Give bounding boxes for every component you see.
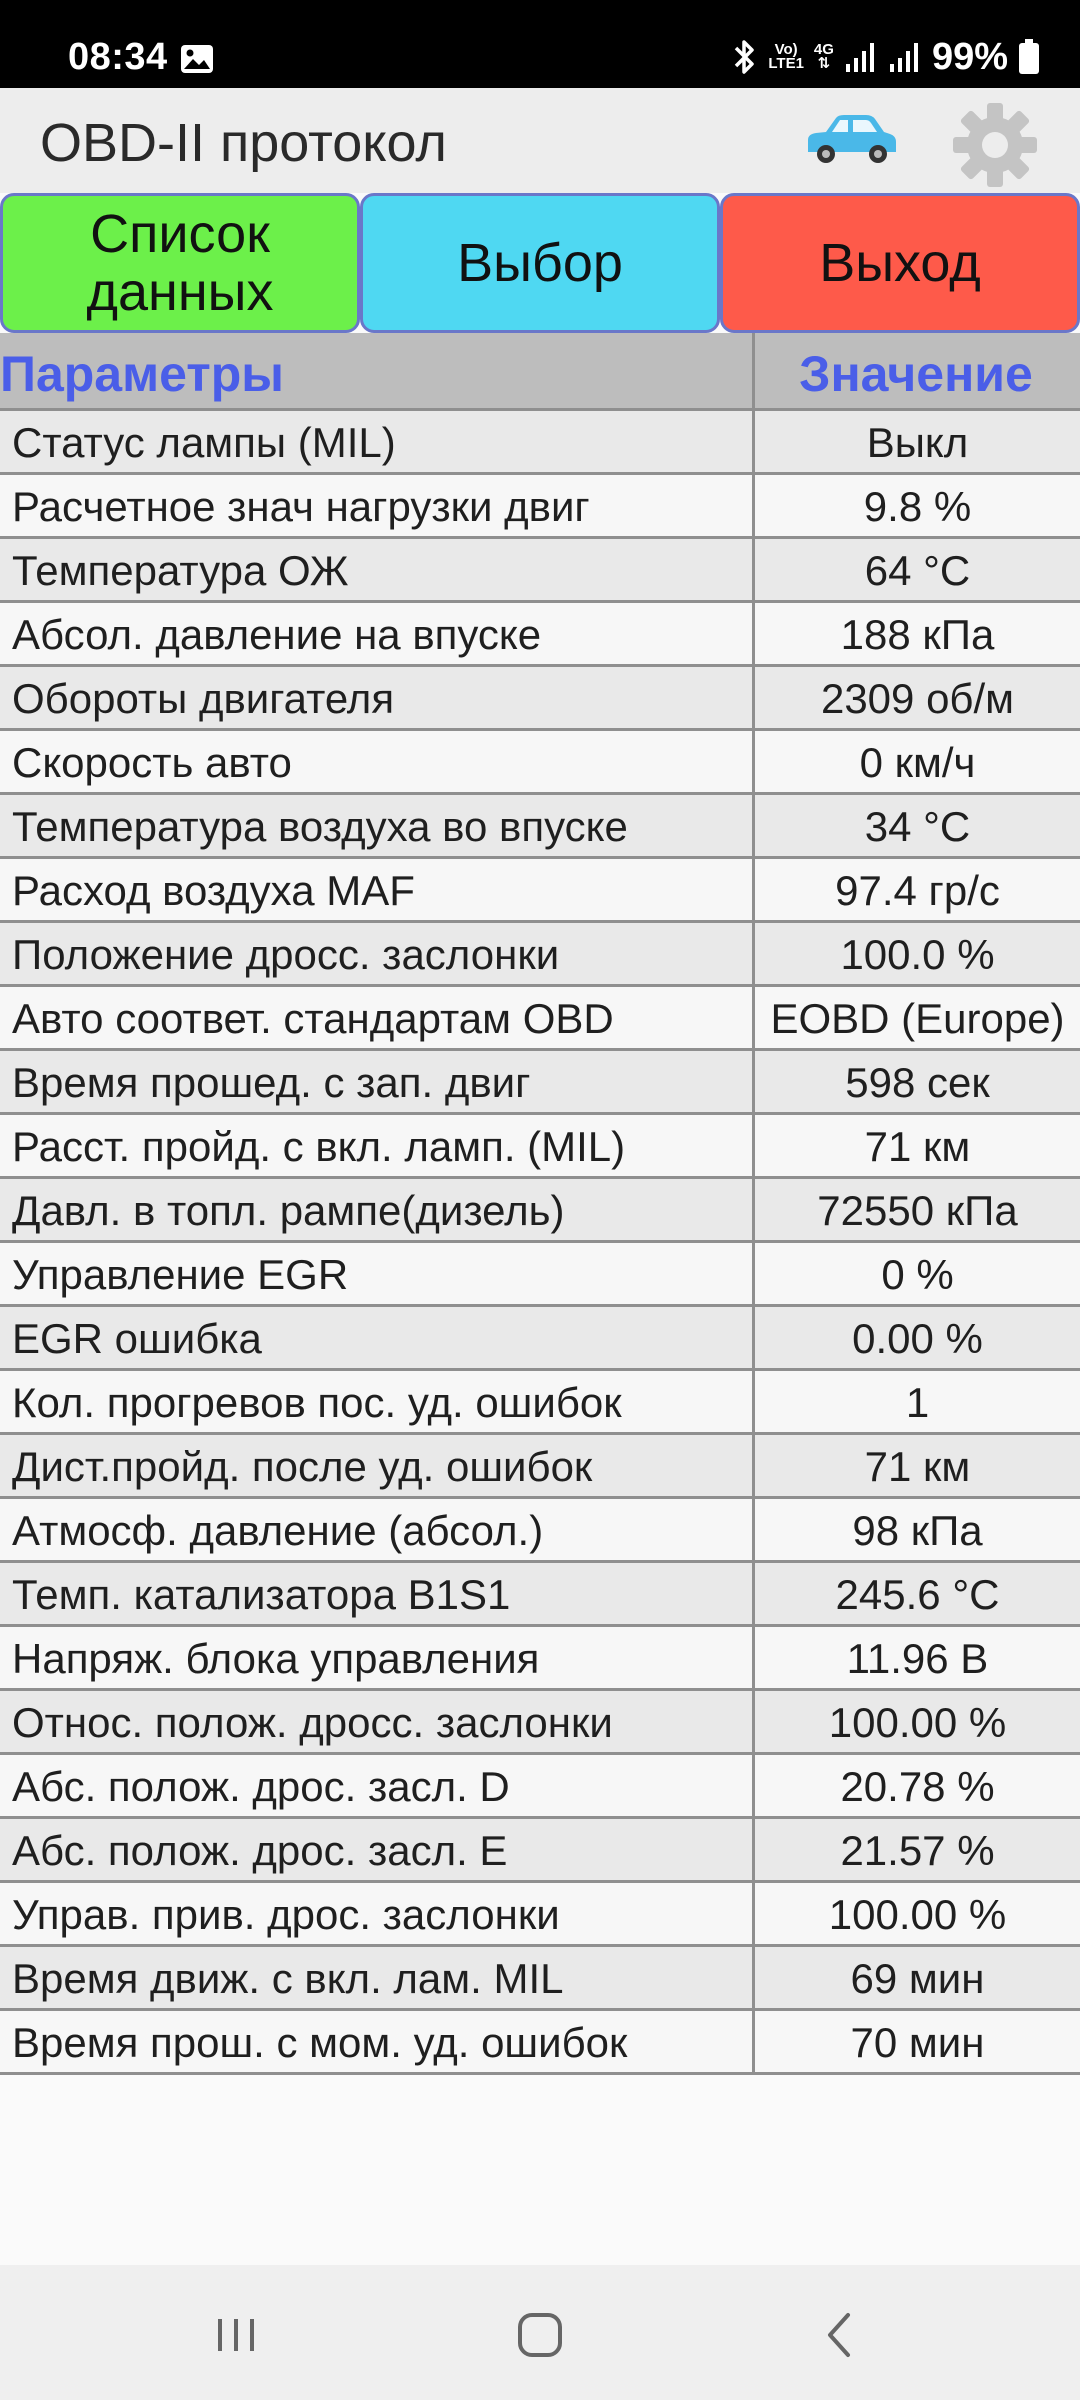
table-row[interactable] [0, 1499, 1080, 1563]
param-value: 1 [905, 1379, 930, 1426]
exit-button[interactable]: Выход [720, 193, 1080, 333]
column-header-params: Параметры [0, 346, 284, 402]
volte-indicator: Vo) LTE1 [768, 41, 804, 72]
table-row[interactable] [0, 1819, 1080, 1883]
param-value: 21.57 % [840, 1827, 995, 1874]
back-icon[interactable] [800, 2295, 880, 2375]
param-value: 100.00 % [828, 1891, 1007, 1938]
param-name: Время прош. с мом. уд. ошибок [12, 2019, 628, 2066]
param-name: Статус лампы (MIL) [12, 419, 396, 466]
table-row[interactable] [0, 539, 1080, 603]
table-row[interactable] [0, 1947, 1080, 2011]
param-value: 0 % [881, 1251, 954, 1298]
param-name: Абс. полож. дрос. засл. E [12, 1827, 508, 1874]
param-name: Температура воздуха во впуске [12, 803, 628, 850]
param-name: Время прошед. с зап. двиг [12, 1059, 531, 1106]
table-header [0, 333, 1080, 411]
param-name: Кол. прогревов пос. уд. ошибок [12, 1379, 622, 1426]
param-value: Выкл [866, 419, 969, 466]
table-row[interactable] [0, 411, 1080, 475]
status-time: 08:34 [68, 36, 168, 78]
car-icon[interactable] [800, 106, 900, 172]
table-row[interactable] [0, 667, 1080, 731]
table-row[interactable] [0, 1243, 1080, 1307]
param-value: 100.0 % [840, 931, 995, 978]
table-row[interactable] [0, 1115, 1080, 1179]
param-name: Темп. катализатора B1S1 [12, 1571, 511, 1618]
table-row[interactable] [0, 1755, 1080, 1819]
table-row[interactable] [0, 1179, 1080, 1243]
param-name: Дист.пройд. после уд. ошибок [12, 1443, 593, 1490]
param-value: 64 °C [864, 547, 971, 594]
param-name: Расст. пройд. с вкл. ламп. (MIL) [12, 1123, 626, 1170]
param-name: Положение дросс. заслонки [12, 931, 560, 978]
param-name: Относ. полож. дросс. заслонки [12, 1699, 613, 1746]
param-name: Атмосф. давление (абсол.) [12, 1507, 544, 1554]
param-name: Расход воздуха MAF [12, 867, 415, 914]
battery-percent: 99% [931, 35, 1008, 78]
home-icon[interactable] [500, 2295, 580, 2375]
param-name: EGR ошибка [12, 1315, 262, 1362]
param-value: 0 км/ч [859, 739, 976, 786]
param-value: EOBD (Europe) [770, 995, 1065, 1042]
param-value: 188 кПа [840, 611, 995, 658]
table-row[interactable] [0, 795, 1080, 859]
param-value: 70 мин [850, 2019, 985, 2066]
signal-icon [844, 40, 878, 74]
param-value: 245.6 °C [835, 1571, 1000, 1618]
param-name: Обороты двигателя [12, 675, 395, 722]
table-row[interactable] [0, 1051, 1080, 1115]
param-value: 72550 кПа [817, 1187, 1018, 1234]
param-name: Давл. в топл. рампе(дизель) [12, 1187, 565, 1234]
param-name: Напряж. блока управления [12, 1635, 540, 1682]
param-name: Авто соответ. стандартам OBD [12, 995, 614, 1042]
param-name: Скорость авто [12, 739, 292, 786]
param-name: Управ. прив. дрос. заслонки [12, 1891, 560, 1938]
table-row[interactable] [0, 859, 1080, 923]
table-row[interactable] [0, 1691, 1080, 1755]
table-row[interactable] [0, 923, 1080, 987]
param-value: 71 км [864, 1443, 971, 1490]
gear-icon[interactable] [950, 100, 1040, 190]
table-row[interactable] [0, 1371, 1080, 1435]
status-icons [732, 34, 1040, 80]
table-row[interactable] [0, 1435, 1080, 1499]
param-value: 34 °C [864, 803, 971, 850]
battery-icon [1018, 39, 1040, 75]
table-row[interactable] [0, 475, 1080, 539]
bluetooth-icon [732, 38, 758, 76]
table-row[interactable] [0, 2011, 1080, 2075]
recents-icon[interactable] [196, 2295, 276, 2375]
table-row[interactable] [0, 987, 1080, 1051]
param-value: 69 мин [850, 1955, 985, 2002]
param-name: Время движ. с вкл. лам. MIL [12, 1955, 564, 2002]
param-value: 2309 об/м [820, 675, 1015, 722]
parameters-table [0, 333, 1080, 2075]
status-bar [0, 0, 1080, 88]
data-list-button[interactable]: Список данных [0, 193, 360, 333]
app-title: OBD-II протокол [40, 113, 447, 173]
param-value: 11.96 В [846, 1635, 989, 1682]
lte-indicator: 4G ⇅ [813, 41, 834, 72]
param-name: Расчетное знач нагрузки двиг [12, 483, 590, 530]
param-value: 0.00 % [852, 1315, 983, 1362]
table-body [0, 411, 1080, 2075]
select-button[interactable]: Выбор [360, 193, 720, 333]
param-value: 20.78 % [840, 1763, 995, 1810]
param-value: 71 км [864, 1123, 971, 1170]
table-row[interactable] [0, 1883, 1080, 1947]
table-row[interactable] [0, 1307, 1080, 1371]
table-row[interactable] [0, 1627, 1080, 1691]
param-value: 97.4 гр/с [835, 867, 1000, 914]
param-value: 98 кПа [852, 1507, 983, 1554]
param-name: Абс. полож. дрос. засл. D [12, 1763, 510, 1810]
param-name: Управление EGR [12, 1251, 349, 1298]
image-icon [180, 44, 214, 74]
action-buttons [0, 193, 1080, 333]
param-name: Температура ОЖ [12, 547, 349, 594]
table-row[interactable] [0, 603, 1080, 667]
param-value: 9.8 % [863, 483, 972, 530]
param-name: Абсол. давление на впуске [12, 611, 542, 658]
app-header [0, 88, 1080, 193]
signal-icon-2 [888, 40, 922, 74]
param-value: 100.00 % [828, 1699, 1007, 1746]
navigation-bar [0, 2265, 1080, 2400]
table-row[interactable] [0, 1563, 1080, 1627]
param-value: 598 сек [845, 1059, 990, 1106]
column-header-value: Значение [799, 346, 1033, 402]
table-row[interactable] [0, 731, 1080, 795]
